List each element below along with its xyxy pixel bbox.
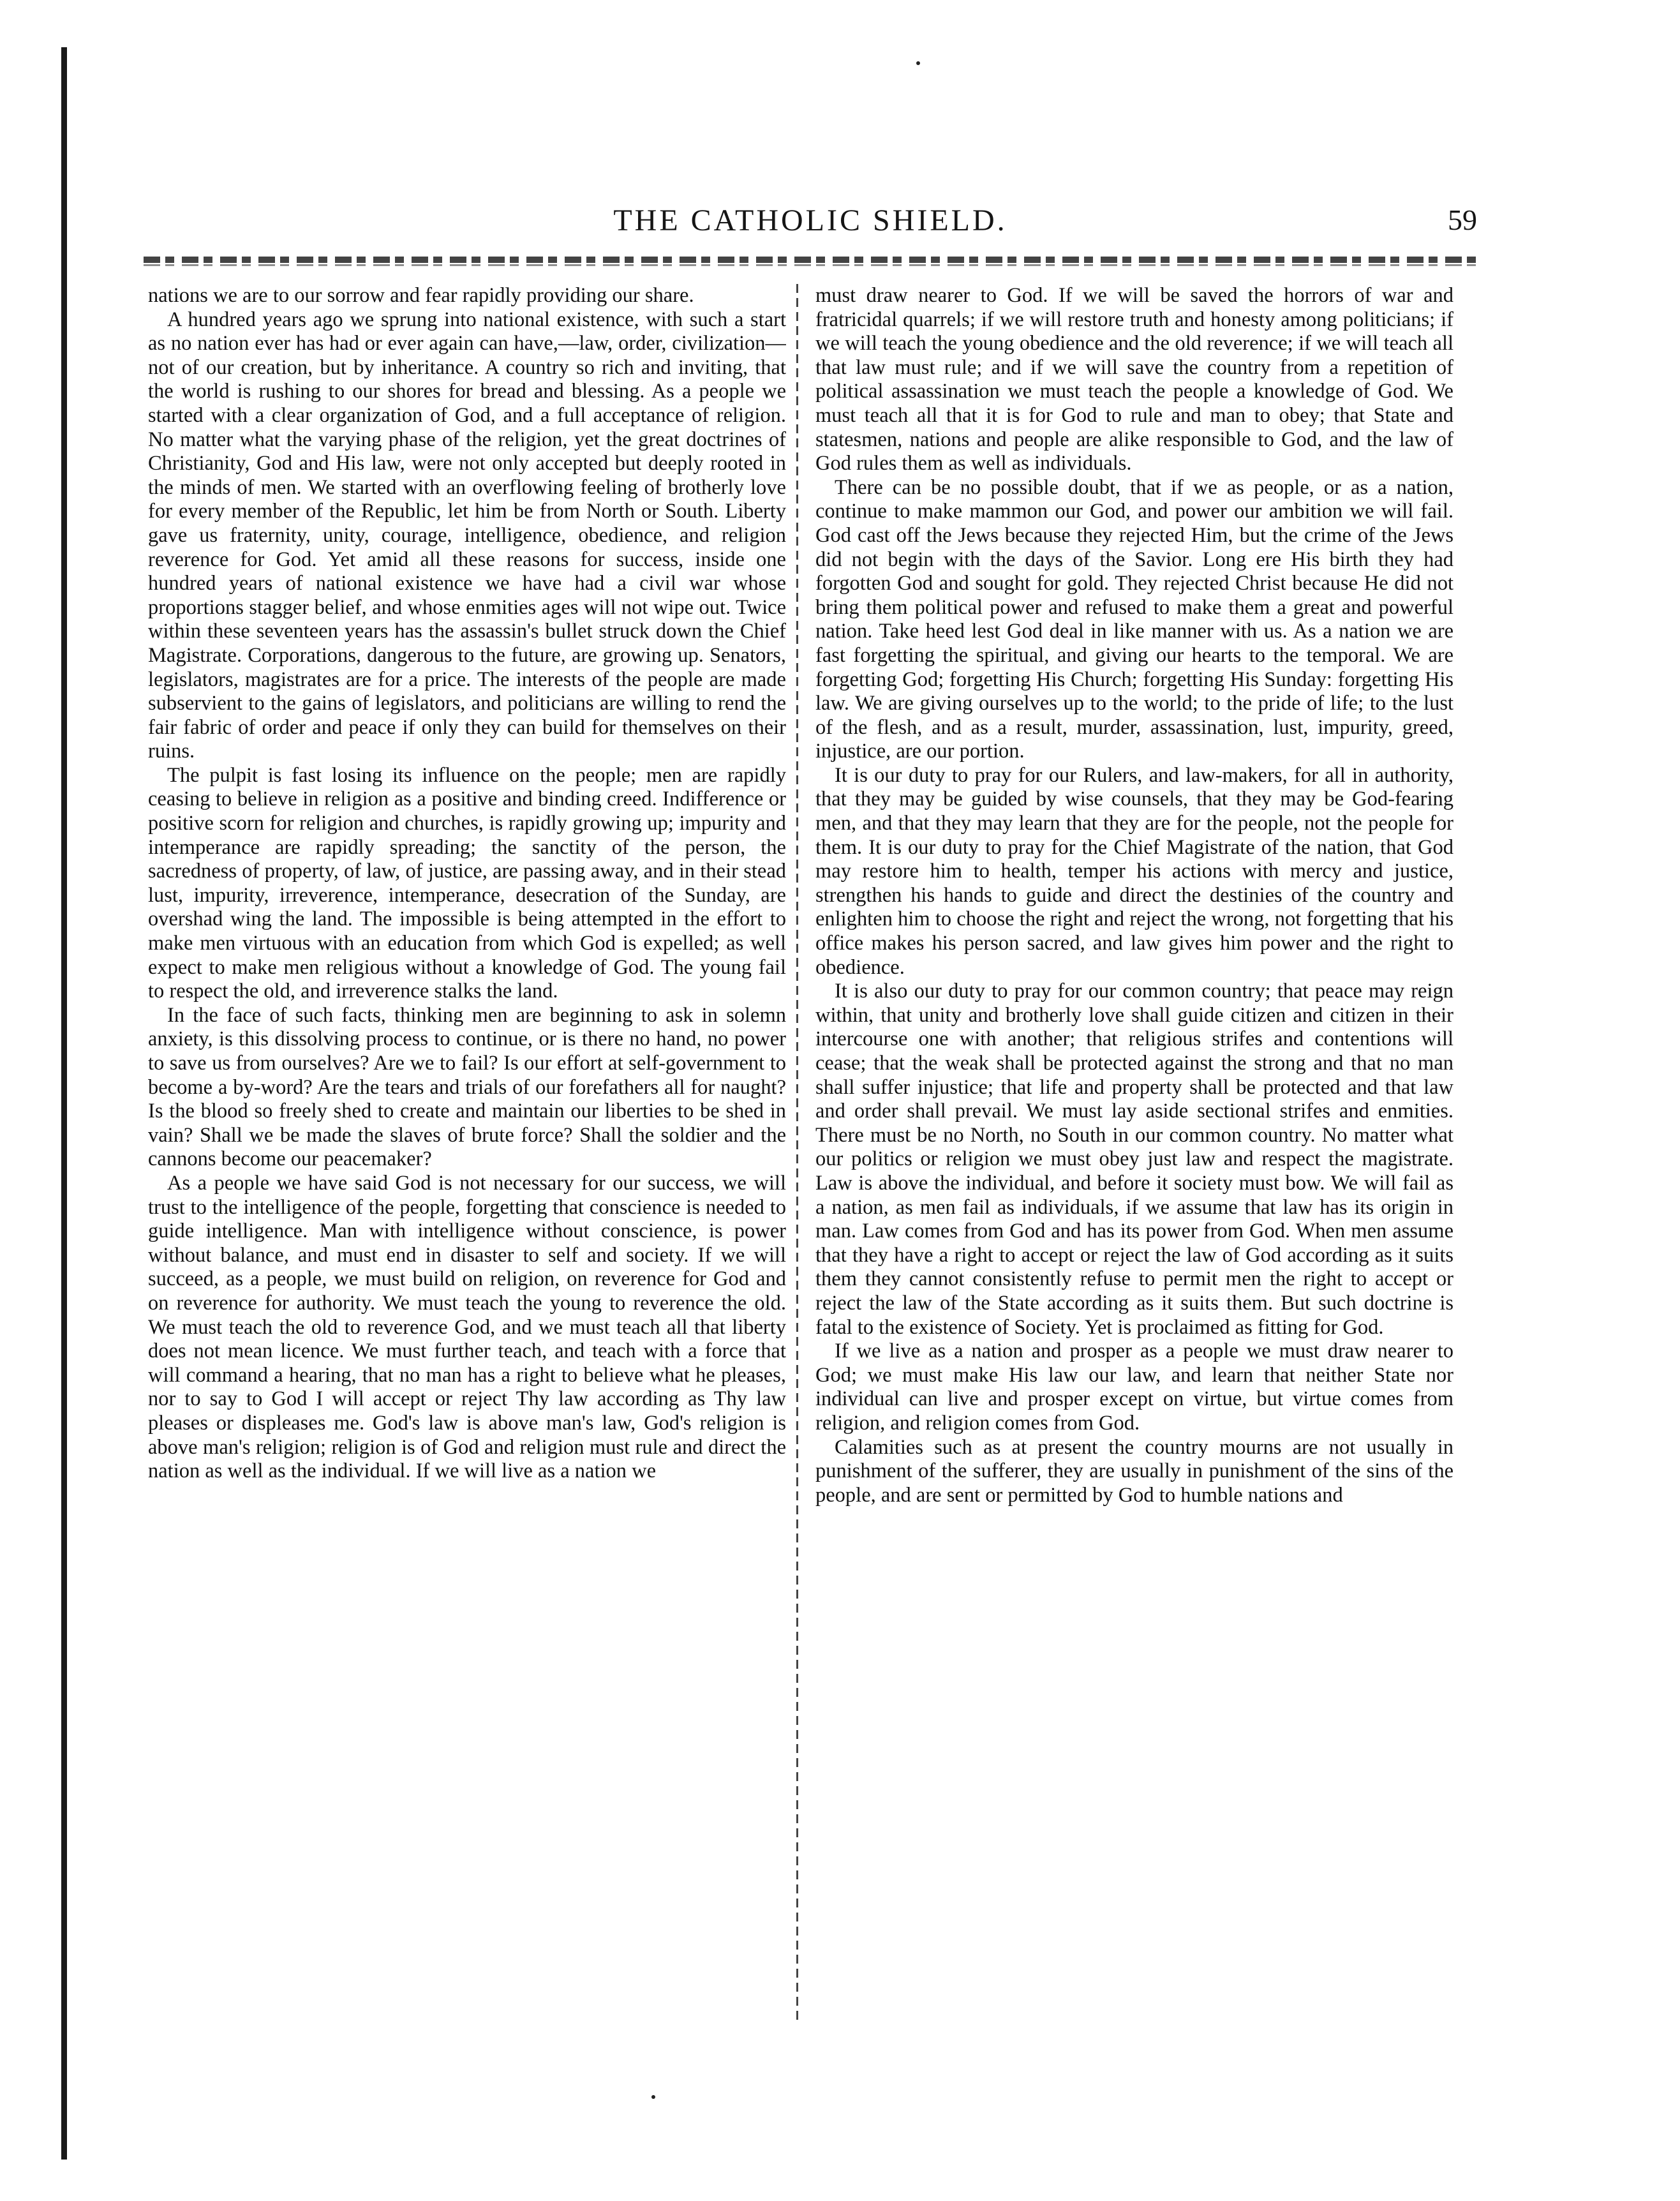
right-paragraph-4: It is also our duty to pray for our common country; that peace may reign within, that unity and brotherly love shall guide citizen and citizen in their intercourse one with another; that religious strifes and contentions will cease; that the weak shall be protected against the strong and that no man shall suffer injustice; that life and property shall be protected and that law and order shall prevail. We must lay aside sectional strifes and enmities. There must be no North, no South in our common country. No matter what our politics or religion we must obey just law and respect the magistrate. Law is above the individual, and before it society must bow. We will fail as a nation, as men fail as individuals, if we assume that law has its origin in man. Law comes from God and has its power from God. When men assume that they have a right to accept or reject the law of God according as it suits them they cannot consistently refuse to permit men the right to accept or reject the law of the State according as it suits them. But such doctrine is fatal to the existence of Society. Yet is proclaimed as fitting for God. (815, 980, 1453, 1339)
page-number: 59 (1448, 204, 1477, 236)
left-paragraph-4: In the face of such facts, thinking men are beginning to ask in solemn anxiety, is this dissolving process to continue, or is there no hand, no power to save us from ourselves? Are we to fail? Is our effort at self-government to become a by-word? Are the tears and trials of our forefathers all for naught? Is the blood so freely shed to create and maintain our liberties to be shed in vain? Shall we be made the slaves of brute force? Shall the soldier and the cannons become our peacemaker? (148, 1003, 786, 1171)
left-paragraph-3: The pulpit is fast losing its influence on the people; men are rapidly ceasing to believe in religion as a positive and binding creed. Indifference or positive scorn for religion and churches, is rapidly growing up; impurity and intemperance are rapidly spreading; the sanctity of the person, the sacredness of property, of law, of justice, are passing away, and in their stead lust, impurity, irreverence, intemperance, desecration of the Sunday, are overshad wing the land. The impossible is being attempted in the effort to make men virtuous with an education from which God is expelled; as well expect to make men religious without a knowledge of God. The young fail to respect the old, and irreverence stalks the land. (148, 763, 786, 1003)
print-speck (916, 61, 920, 65)
right-paragraph-6: Calamities such as at present the country mourns are not usually in punishment of the sufferer, they are usually in punishment of the sins of the people, and are sent or permitted by God to humble nations and (815, 1435, 1453, 1507)
column-divider (796, 284, 798, 2020)
left-paragraph-2: A hundred years ago we sprung into national existence, with such a start as no nation ever has had or ever again can have,—law, order, civilization—not of our creation, but by inheritance. A country so rich and inviting, that the world is rushing to our shores for bread and blessing. As a people we started with a clear organization of God, and a full acceptance of religion. No matter what the varying phase of the religion, yet the great doctrines of Christianity, God and His law, were not only accepted but deeply rooted in the minds of men. We started with an overflowing feeling of brotherly love for every member of the Republic, let him be from North or South. Liberty gave us fraternity, unity, courage, intelligence, obedience, and religion reverence for God. Yet amid all these reasons for success, inside one hundred years of national existence we have had a civil war whose proportions stagger belief, and whose enmities ages will not wipe out. Twice within these seventeen years has the assassin's bullet struck down the Chief Magistrate. Corporations, dangerous to the future, are growing up. Senators, legislators, magistrates are for a price. The interests of the people are made subservient to the gains of legislators, and politicians are willing to rend the fair fabric of order and peace if only they can build for themselves on their ruins. (148, 308, 786, 763)
header-rule (144, 257, 1477, 263)
right-paragraph-5: If we live as a nation and prosper as a people we must draw nearer to God; we must make His law our law, and learn that neither State nor individual can live and prosper except on virtue, but virtue comes from religion, and religion comes from God. (815, 1339, 1453, 1435)
print-speck (651, 2095, 655, 2099)
right-paragraph-3: It is our duty to pray for our Rulers, and law-makers, for all in authority, that they may be guided by wise counsels, that they may be God-fearing men, and that they may learn that they are for the people, not the people for them. It is our duty to pray for the Chief Magistrate of the nation, that God may restore him to health, temper his actions with mercy and justice, strengthen his hands to guide and direct the destinies of the country and enlighten him to choose the right and reject the wrong, not forgetting that his office makes his person sacred, and law gives him power and the right to obedience. (815, 763, 1453, 979)
right-paragraph-2: There can be no possible doubt, that if we as people, or as a nation, continue to make mammon our God, and power our ambition we will fail. God cast off the Jews because they rejected Him, but the crime of the Jews did not begin with the days of the Savior. Long ere His birth they had forgotten God and sought for gold. They rejected Christ because He did not bring them political power and refused to make them a great and powerful nation. Take heed lest God deal in like manner with us. As a nation we are fast forgetting the spiritual, and giving our hearts to the temporal. We are forgetting God; forgetting His Church; forgetting His Sunday: forgetting His law. We are giving ourselves up to the world; to the pride of life; to the lust of the flesh, and as a result, murder, assassination, lust, impurity, greed, injustice, are our portion. (815, 475, 1453, 763)
binding-edge (61, 47, 67, 2160)
right-column (815, 284, 1453, 2020)
left-paragraph-1: nations we are to our sorrow and fear rapidly providing our share. (148, 284, 694, 307)
left-column (148, 284, 786, 2020)
page-header (144, 203, 1477, 254)
masthead-title: THE CATHOLIC SHIELD. (613, 204, 1007, 237)
header-rule-thin (144, 264, 1477, 266)
left-paragraph-5: As a people we have said God is not necessary for our success, we will trust to the intelligence of the people, forgetting that conscience is needed to guide intelligence. Man with intelligence without conscience, is power without balance, and must end in disaster to self and society. If we will succeed, as a people, we must build on religion, on reverence for God and on reverence for authority. We must teach the young to reverence the old. We must teach the old to reverence God, and we must teach all that liberty does not mean licence. We must further teach, and teach with a force that will command a hearing, that no man has a right to believe what he pleases, nor to say to God I will accept or reject Thy law according as Thy law pleases or displeases me. God's law is above man's law, God's religion is above man's religion; religion is of God and religion must rule and direct the nation as well as the individual. If we will live as a nation we (148, 1171, 786, 1483)
right-paragraph-1: must draw nearer to God. If we will be saved the horrors of war and fratricidal quarrels; if we will restore truth and honesty among politicians; if we will teach the young obedience and the old reverence; if we will teach all that law must rule; and if we will save the country from a repetition of political assassination we must teach the people a knowledge of God. We must teach all that it is for God to rule and man to obey; that State and statesmen, nations and people are alike responsible to God, and the law of God rules them as well as individuals. (815, 284, 1453, 475)
